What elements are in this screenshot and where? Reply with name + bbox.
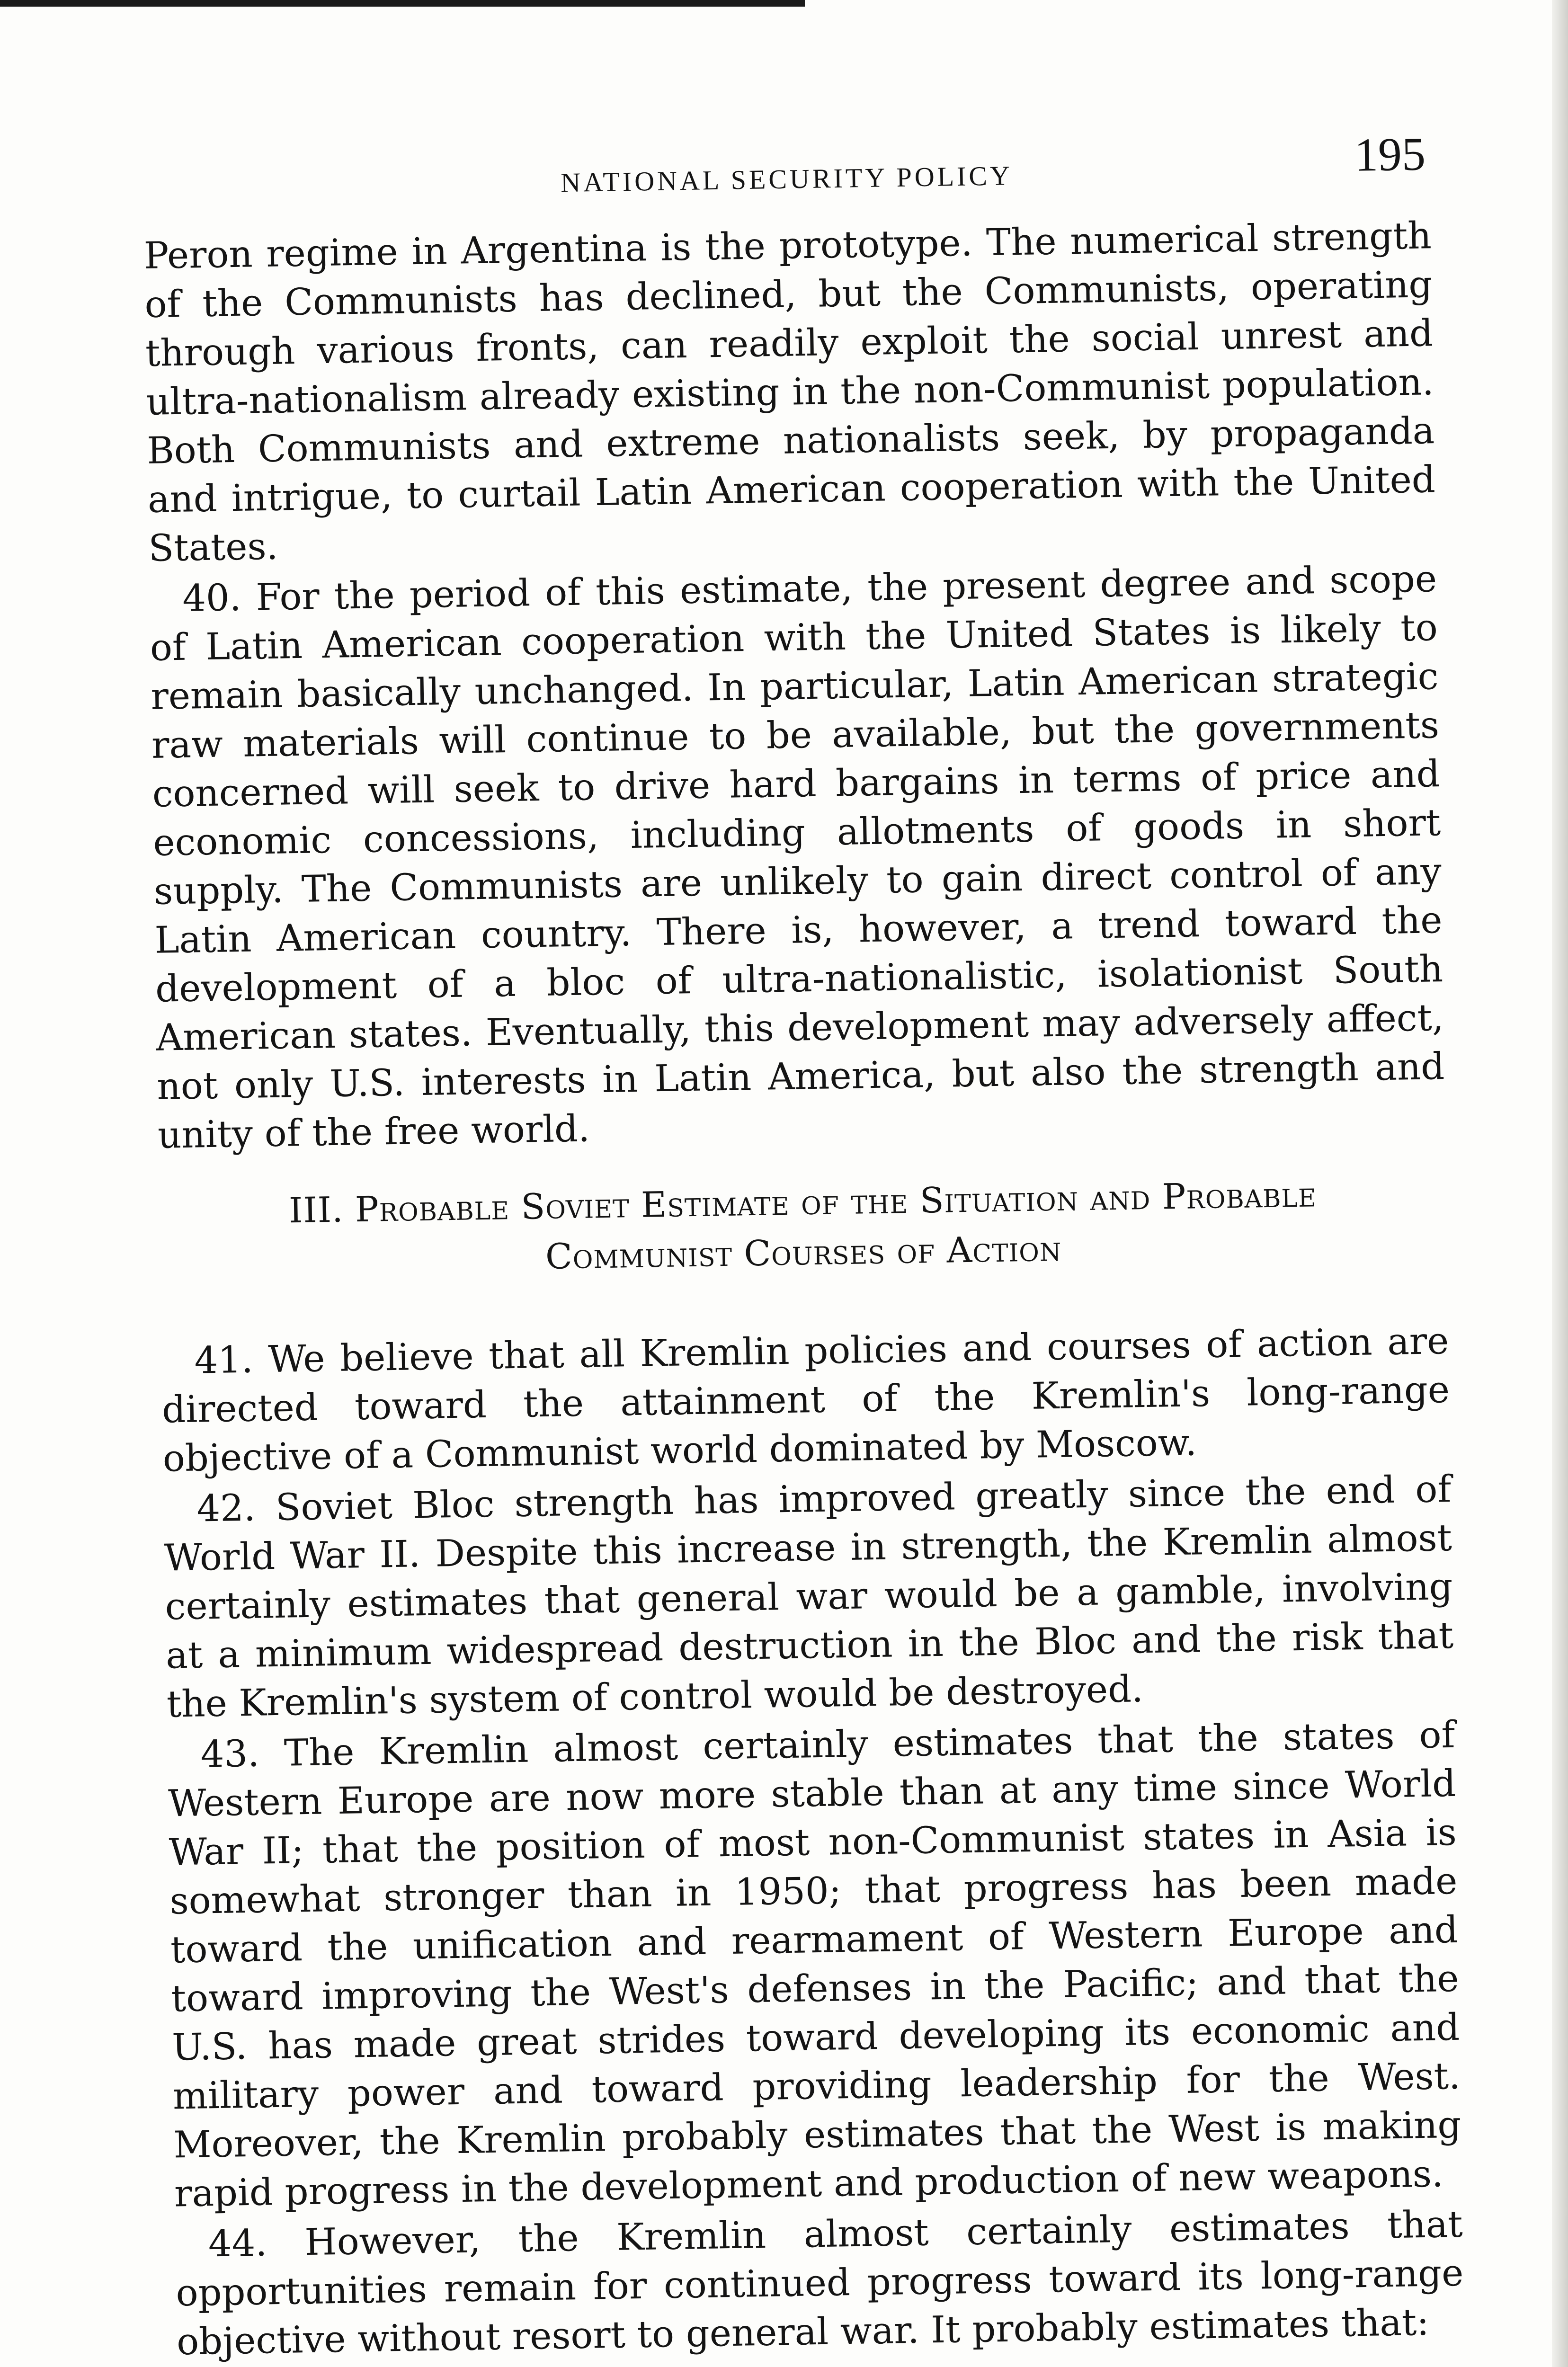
paragraph-40: 40. For the period of this estimate, the present degree and scope of Latin American cooperation with the United States is likely to remain basically unchanged. In particular, Latin American strategic raw materials will continue to be available, but the governments concerned will seek to drive hard bargains in terms of price and economic concessions, including allotments of goods in short supply. The Communists are unlikely to gain direct control of any Latin American country. There is, however, a trend toward the development of a bloc of ultra-nationalistic, isolationist South American states. Eventually, this development may adversely affect, not only U.S. interests in Latin America, but also the strength and unity of the free world. — [150, 558, 1445, 1157]
paragraph-44: 44. However, the Kremlin almost certainly estimates that opportunities remain for continued progress toward its long-range objective without resort to general war. It probably estimates that: — [175, 2203, 1464, 2364]
paragraph-42: 42. Soviet Bloc strength has improved greatly since the end of World War II. Despite this increase in strength, the Kremlin almost certainly estimates that general war would be a gamble, involving at a minimum widespread destruction in the Bloc and the risk that the Kremlin's system of control would be destroyed. — [164, 1468, 1454, 1726]
section-heading-line-1: III. Probable Soviet Estimate of the Situation and Probable — [288, 1174, 1317, 1231]
top-edge-rule — [0, 0, 805, 7]
page-edge-shadow — [1552, 0, 1568, 2367]
paragraph-41: 41. We believe that all Kremlin policies and courses of action are directed toward the attainment of the Kremlin's long-range objective of a Communist world dominated by Moscow. — [161, 1319, 1450, 1480]
section-heading — [159, 1167, 1448, 1288]
page-number: 195 — [1354, 127, 1426, 181]
running-title: NATIONAL SECURITY POLICY — [560, 160, 1013, 198]
section-heading-line-2: Communist Courses of Action — [545, 1228, 1062, 1277]
text-block — [142, 117, 1465, 2367]
paragraph-continued: Peron regime in Argentina is the prototype. The numerical strength of the Communists has declined, but the Communists, operating through various fronts, can readily exploit the social unrest and ultra-nationalism already existing in the non-Communist population. Both Communists and extreme nationalists seek, by propaganda and intrigue, to curtail Latin American cooperation with the United States. — [143, 214, 1436, 570]
paragraph-43: 43. The Kremlin almost certainly estimates that the states of Western Europe are now more stable than at any time since World War II; that the position of most non-Communist states in Asia is somewhat stronger than in 1950; that progress has been made toward the unification and rearmament of Western Europe and toward improving the West's defenses in the Pacific; and that the U.S. has made great strides toward developing its economic and military power and toward providing leadership for the West. Moreover, the Kremlin probably estimates that the West is making rapid progress in the development and production of new weapons. — [168, 1713, 1462, 2216]
running-head — [142, 117, 1431, 232]
